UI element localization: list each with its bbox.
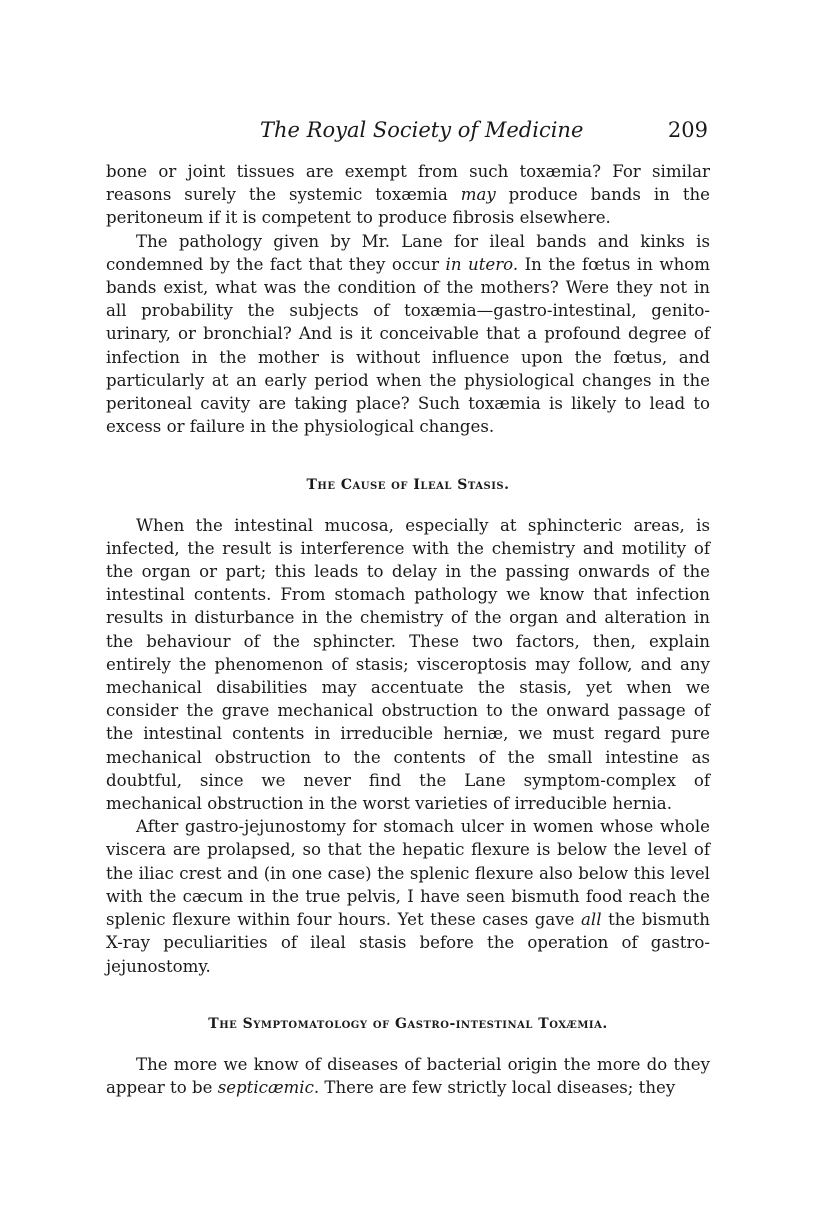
text-run: the bismuth X-ray peculiarities of ileal stasis before the operation of gastro-jejunostomy.: [106, 910, 710, 976]
paragraph: [106, 514, 710, 816]
text-run: bone or joint tissues are exempt from such toxæmia? For similar reasons surely the systemic toxæmia: [106, 162, 710, 205]
paragraph: [106, 160, 710, 230]
page-number: 209: [667, 118, 708, 142]
text-run: The pathology given by Mr. Lane for ileal bands and kinks is condemned by the fact that they occur: [106, 231, 710, 274]
body-text: [106, 160, 710, 1099]
italic-text: may: [460, 185, 496, 205]
italic-text: septicæmic.: [217, 1078, 320, 1098]
text-run: The more we know of diseases of bacterial origin the more do they appear to be: [106, 1054, 710, 1098]
page-header: [0, 118, 816, 148]
italic-text: all: [581, 910, 602, 930]
paragraph: [106, 1053, 710, 1099]
italic-text: in utero.: [445, 254, 519, 274]
running-title: The Royal Society of Medicine: [260, 118, 584, 142]
paragraph: [106, 815, 710, 977]
text-run: In the fœtus in whom bands exist, what was the condition of the mothers? Were they not in all probability the subjects of toxæmia—gastro-intestinal, genito-urinary, or bronchial? And is it conceivable that a profound degree of infection in the mother is without influence upon the fœtus, and particularly at an early period when the physiological changes in the peritoneal cavity are taking place? Such toxæmia is likely to lead to excess or failure in the physiological changes.: [106, 254, 710, 437]
text-run: After gastro-jejunostomy for stomach ulcer in women whose whole viscera are prolapsed, so that the hepatic flexure is below the level of the iliac crest and (in one case) the splenic flexure also below this level with the cæcum in the true pelvis, I have seen bismuth food reach the splenic flexure within four hours. Yet these cases gave: [106, 817, 710, 930]
text-run: When the intestinal mucosa, especially at sphincteric areas, is infected, the result is interference with the chemistry and motility of the organ or part; this leads to delay in the passing onwards of the intestinal contents. From stomach pathology we know that infection results in disturbance in the chemistry of the organ and alteration in the behaviour of the sphincter. These two factors, then, explain entirely the phenomenon of stasis; visceroptosis may follow, and any mechanical disabilities may accentuate the stasis, yet when we consider the grave mechanical obstruction to the onward passage of the intestinal contents in irreducible herniæ, we must regard pure mechanical obstruction to the contents of the small intestine as doubtful, since we never find the Lane symptom-complex of mechanical obstruction in the worst varieties of irreducible hernia.: [106, 515, 710, 814]
section-heading: The Symptomatology of Gastro-intestinal Toxæmia.: [208, 1015, 608, 1032]
section-heading: The Cause of Ileal Stasis.: [306, 477, 510, 494]
text-run: produce bands in the peritoneum if it is competent to produce fibrosis elsewhere.: [106, 185, 710, 228]
paragraph: [106, 230, 710, 439]
text-run: There are few strictly local diseases; they: [319, 1078, 676, 1098]
